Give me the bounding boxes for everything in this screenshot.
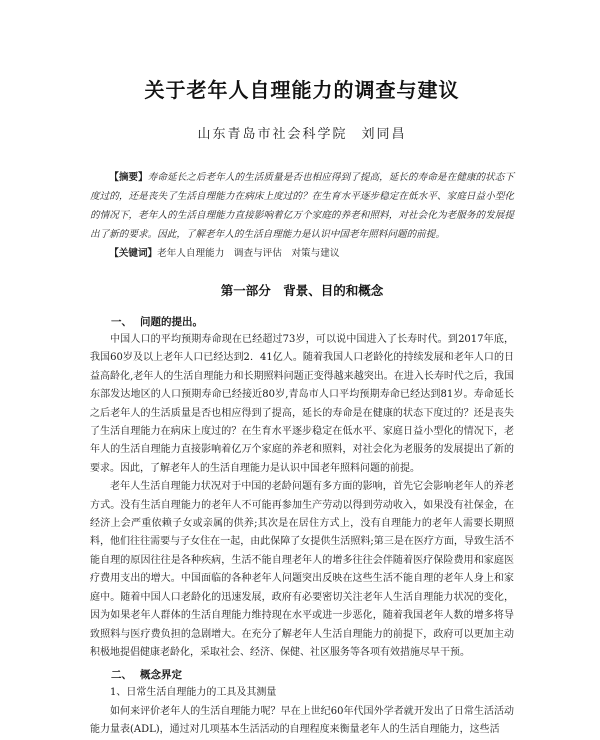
heading-number: 一、 xyxy=(111,316,132,328)
abstract-text: 寿命延长之后老年人的生活质量是否也相应得到了提高，延长的寿命是在健康的状态下度过的，还是丧失了生活自理能力在病床上度过的？在生育水平逐步稳定在低水平、家庭日益小型化的情况下，老年人的生活自理能力直接影响着亿万个家庭的养老和照料，对社会化为老服务的发展提出了新的要求。因此，了解老年人的生活自理能力是认识中国老年照料问题的前提。 xyxy=(90,172,515,240)
subheading: 1、日常生活自理能力的工具及其测量 xyxy=(110,687,277,699)
keywords xyxy=(90,244,514,263)
heading-concept xyxy=(111,666,514,684)
author-affiliation: 山东青岛市社会科学院 xyxy=(197,127,348,142)
author-line xyxy=(90,123,514,142)
paragraph: 老年人生活自理能力状况对于中国的老龄问题有多方面的影响，首先它会影响老年人的养老方式。没有生活自理能力的老年人不可能再参加生产劳动以得到劳动收入，如果没有社保金，在经济上会严重依赖子女或亲属的供养;其次是在居住方式上，没有自理能力的老年人需要长期照料，他们往往需要与子女住在一起，由此保障了女提供生活照料;第三是在医疗方面，导致生活不能自理的原因往往是各种疾病，生活不能自理老年人的增多往往会伴随着医疗保险费用和家庭医疗费用支出的增大。中国面临的各种老年人问题突出反映在这些生活不能自理的老年人身上和家庭中。随着中国人口老龄化的迅速发展，政府有必要密切关注老年人生活自理能力状况的变化，因为如果老年人群体的生活自理能力维持现在水平或进一步恶化，随着我国老年人数的增多将导致照料与医疗费负担的急剧增大。在充分了解老年人生活自理能力的前提下，政府可以更加主动积极地提倡健康老龄化，采取社会、经济、保健、社区服务等各项有效措施尽早干预。 xyxy=(90,481,514,658)
heading-label: 概念界定 xyxy=(140,669,182,682)
section-title: 第一部分 背景、目的和概念 xyxy=(220,283,384,298)
author-name: 刘同昌 xyxy=(361,127,407,142)
keywords-tag: 【关键词】 xyxy=(109,248,158,259)
heading-label: 问题的提出。 xyxy=(140,316,203,328)
page-title: 关于老年人自理能力的调查与建议 xyxy=(144,78,460,102)
paragraph: 中国人口的平均预期寿命现在已经超过73岁，可以说中国进入了长寿时代。到2017年底，我国60岁及以上老年人口已经达到2．41亿人。随着我国人口老龄化的持续发展和老年人口的日益高龄化,老年人的生活自理能力和长期照料问题正变得越来越突出。在进入长寿时代之后，我国东部发达地区的人口预期寿命已经接近80岁,青岛市人口平均预期寿命已经达到81岁。寿命延长之后老年人的生活质量是否也相应得到了提高，延长的寿命是在健康的状态下度过的？还是丧失了生活自理能力在病床上度过的？在生育水平逐步稳定在低水平、家庭日益小型化的情况下，老年人的生活自理能力直接影响着亿万个家庭的养老和照料，对社会化为老服务的发展提出了新的要求。因此，了解老年人的生活自理能力是认识中国老年照料问题的前提。 xyxy=(90,334,514,474)
abstract-tag: 【摘要】 xyxy=(109,172,148,183)
paragraph: 如何来评价老年人的生活自理能力呢？早在上世纪60年代国外学者就开发出了日常生活活动能力量表(ADL)，通过对几项基本生活活动的自理程度来衡量老年人的生活自理能力，这些活 xyxy=(90,705,514,736)
heading-number: 二、 xyxy=(111,669,132,682)
abstract xyxy=(90,168,514,244)
keywords-text: 老年人自理能力 调查与评估 对策与建议 xyxy=(157,248,340,259)
heading-problem xyxy=(111,313,514,331)
